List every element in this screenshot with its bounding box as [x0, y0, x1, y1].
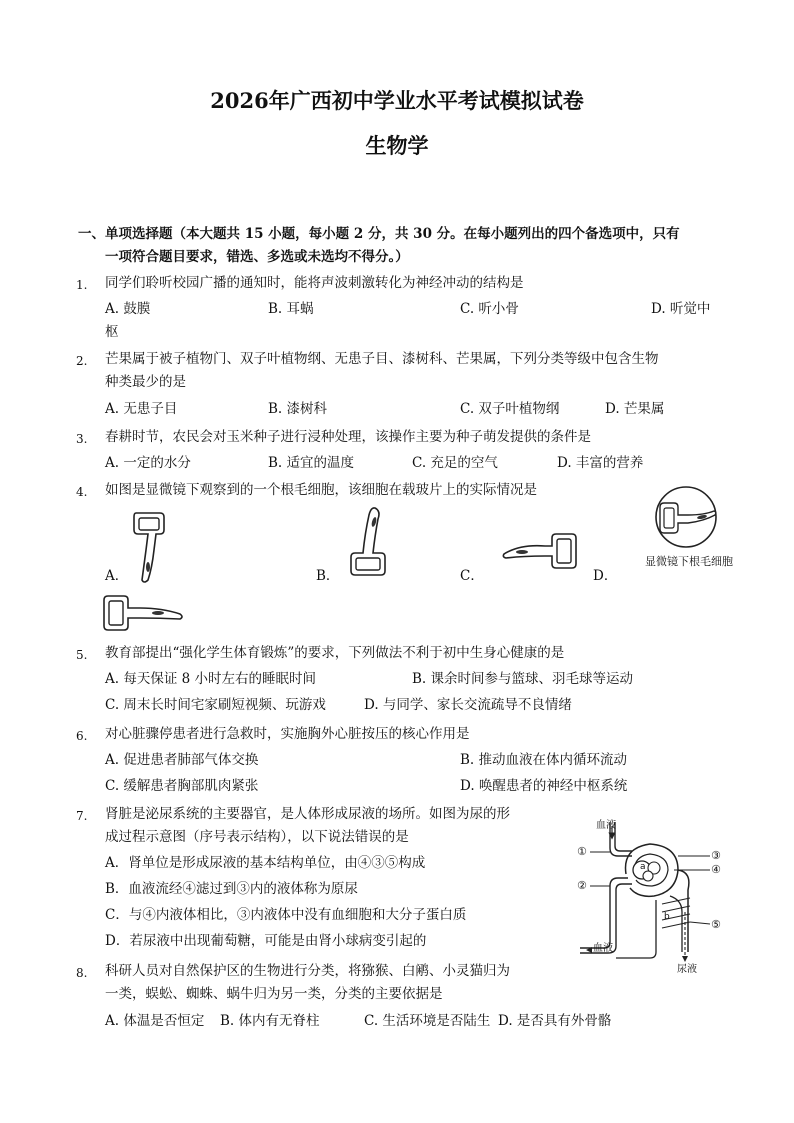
option-a: A. 一定的水分: [105, 455, 191, 471]
option-b: B. 推动血液在体内循环流动: [460, 752, 628, 768]
question-stem: 对心脏骤停患者进行急救时，实施胸外心脏按压的核心作用是: [105, 726, 470, 742]
option-b: B. 课余时间参与篮球、羽毛球等运动: [412, 671, 634, 687]
option-a: A. 每天保证 8 小时左右的睡眠时间: [105, 671, 317, 687]
question-number: 6.: [76, 729, 88, 743]
question-stem: 教育部提出“强化学生体育锻炼”的要求，下列做法不利于初中生身心健康的是: [105, 645, 565, 661]
label-urine: 尿液: [677, 964, 697, 975]
question-number: 4.: [76, 485, 88, 499]
question-stem: 科研人员对自然保护区的生物进行分类，将猕猴、白鹇、小灵猫归为: [105, 963, 510, 979]
label-blood-in: 血液: [596, 820, 616, 831]
question-stem: 肾脏是泌尿系统的主要器官，是人体形成尿液的场所。如图为尿的形: [105, 806, 510, 822]
question-stem: 芒果属于被子植物门、双子叶植物纲、无患子目、漆树科、芒果属，下列分类等级中包含生物: [105, 351, 659, 367]
label-1: ①: [577, 845, 587, 858]
option-b: B. 适宜的温度: [268, 455, 355, 471]
question-number: 1.: [76, 278, 88, 292]
question-stem: 春耕时节，农民会对玉米种子进行浸种处理，该操作主要为种子萌发提供的条件是: [105, 429, 591, 445]
root-hair-cell-option-a-image: [130, 510, 170, 585]
option-c: C. 周末长时间宅家刷短视频、玩游戏: [105, 697, 326, 713]
label-2: ②: [577, 879, 587, 892]
option-c: C. 缓解患者胸部肌肉紧张: [105, 778, 259, 794]
label-5: ⑤: [711, 918, 721, 931]
option-b: B．血液流经④滤过到③内的液体称为原尿: [105, 881, 358, 897]
option-b-label: B．: [316, 568, 340, 584]
option-d: D. 与同学、家长交流疏导不良情绪: [364, 697, 572, 713]
option-c-label: C．: [460, 568, 484, 584]
option-b: B. 体内有无脊柱: [220, 1013, 320, 1029]
option-d: D. 是否具有外骨骼: [498, 1013, 612, 1029]
option-d: D. 听觉中: [651, 301, 711, 317]
microscope-view-figure: [650, 485, 725, 550]
label-4: ④: [711, 863, 721, 876]
option-a: A. 鼓膜: [105, 301, 151, 317]
option-d: D. 芒果属: [605, 401, 665, 417]
option-a: A．肾单位是形成尿液的基本结构单位，由④③⑤构成: [105, 855, 426, 871]
section-heading-line2: 一项符合题目要求，错选、多选或未选均不得分。）: [105, 249, 409, 265]
option-c: C. 双子叶植物纲: [460, 401, 560, 417]
question-number: 7.: [76, 809, 88, 823]
label-3: ③: [711, 849, 721, 862]
option-c: C. 听小骨: [460, 301, 519, 317]
option-b: B. 漆树科: [268, 401, 328, 417]
section-heading-line1: 一、单项选择题（本大题共 15 小题，每小题 2 分，共 30 分。在每小题列出的四个备选项中，只有: [78, 226, 680, 242]
label-b: b: [664, 912, 670, 922]
option-b: B. 耳蜗: [268, 301, 314, 317]
option-c: C. 充足的空气: [412, 455, 498, 471]
question-stem-cont: 种类最少的是: [105, 374, 186, 390]
option-c: C．与④内液体相比，③内液体中没有血细胞和大分子蛋白质: [105, 907, 467, 923]
question-number: 2.: [76, 354, 88, 368]
option-c: C. 生活环境是否陆生: [364, 1013, 491, 1029]
question-stem: 如图是显微镜下观察到的一个根毛细胞，该细胞在载玻片上的实际情况是: [105, 482, 537, 498]
question-number: 3.: [76, 432, 88, 446]
label-a: a: [640, 862, 646, 872]
option-d: D. 唤醒患者的神经中枢系统: [460, 778, 628, 794]
option-d: D．若尿液中出现葡萄糖，可能是由肾小球病变引起的: [105, 933, 427, 949]
question-stem-cont: 一类，蜈蚣、蜘蛛、蜗牛归为另一类，分类的主要依据是: [105, 986, 443, 1002]
option-a: A. 无患子目: [105, 401, 178, 417]
label-blood-out: 血液: [593, 943, 613, 954]
option-a: A. 促进患者肺部气体交换: [105, 752, 259, 768]
option-a-label: A．: [105, 568, 129, 584]
option-d: D. 丰富的营养: [557, 455, 644, 471]
option-a: A. 体温是否恒定: [105, 1013, 205, 1029]
root-hair-cell-option-c-image: [500, 530, 580, 572]
option-d-label: D．: [593, 568, 618, 584]
root-hair-cell-option-e-image: [100, 592, 185, 634]
page-subtitle: 生物学: [365, 133, 429, 158]
root-hair-cell-option-b-image: [345, 505, 390, 580]
figure-caption: 显微镜下根毛细胞: [645, 555, 733, 568]
question-number: 8.: [76, 966, 88, 980]
page-title: 2026年广西初中学业水平考试模拟试卷: [210, 88, 584, 113]
question-stem-cont: 成过程示意图（序号表示结构），以下说法错误的是: [105, 829, 409, 845]
question-number: 5.: [76, 648, 88, 662]
question-stem: 同学们聆听校园广播的通知时，能将声波刺激转化为神经冲动的结构是: [105, 275, 524, 291]
option-d-wrap: 枢: [105, 324, 119, 340]
